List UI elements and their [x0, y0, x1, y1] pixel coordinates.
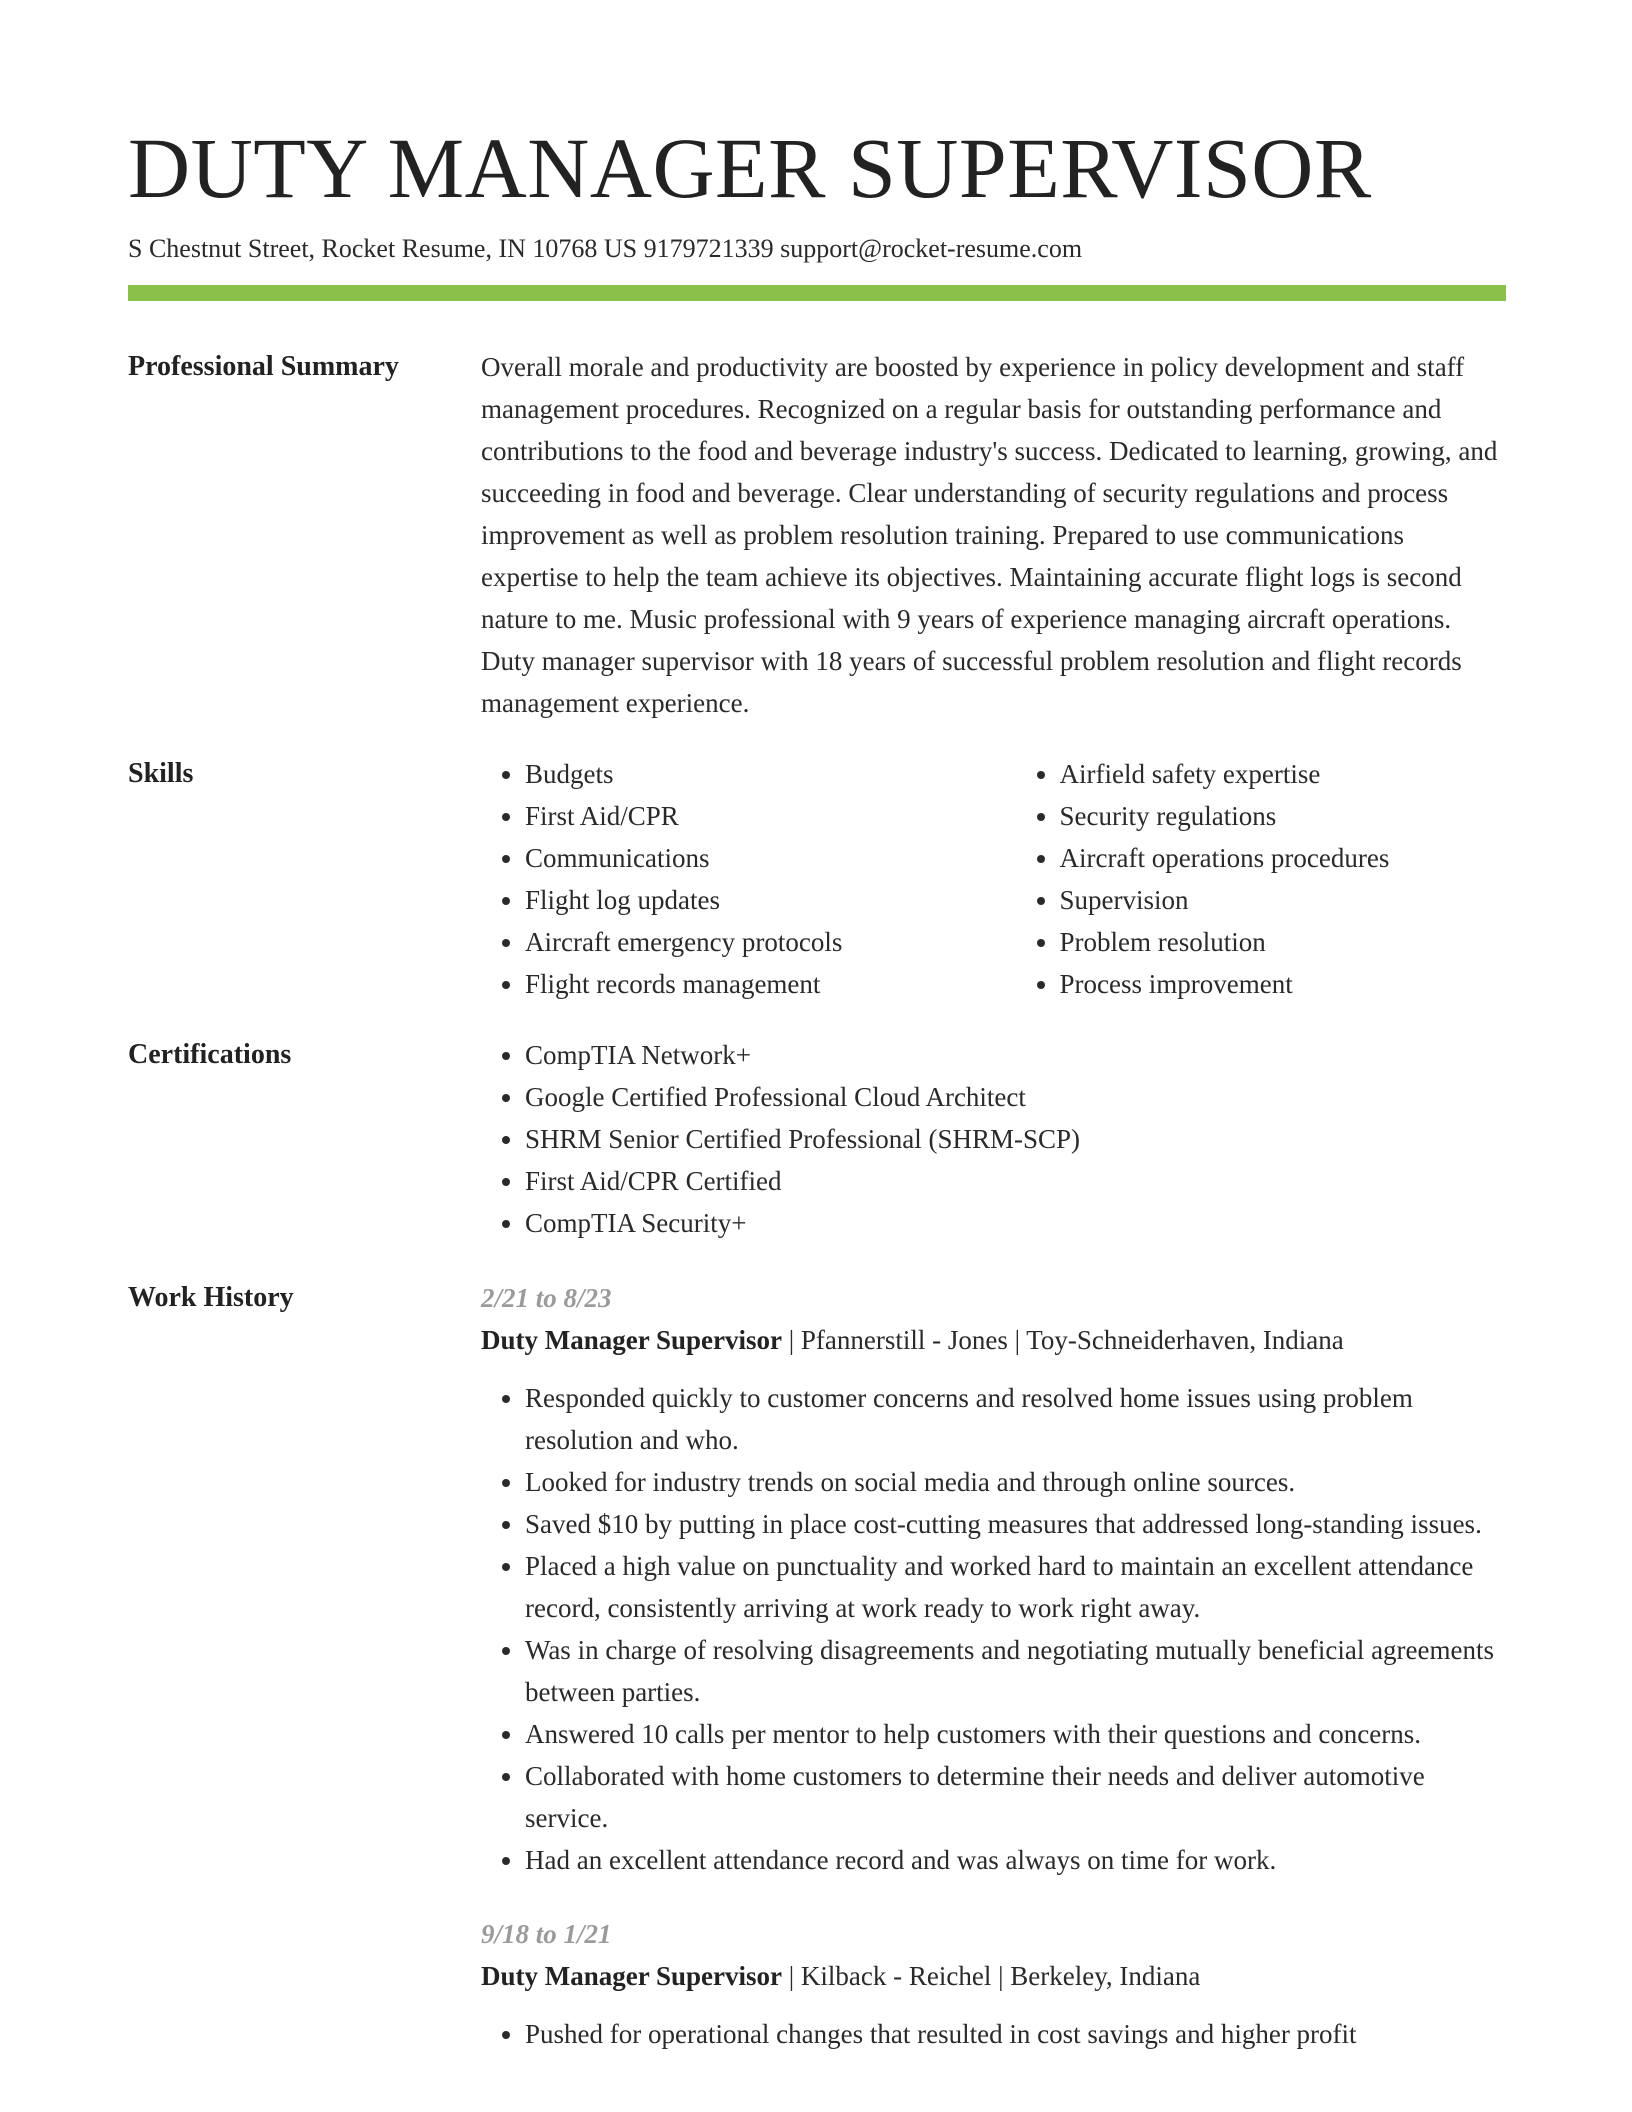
header-divider [128, 285, 1506, 301]
job-duty-item: • Looked for industry trends on social media and through online sources. [525, 1461, 1506, 1503]
work-history-body [481, 1277, 1506, 2087]
job-duty-item: • Was in charge of resolving disagreements and negotiating mutually beneficial agreements between parties. [525, 1629, 1506, 1713]
job-entry [481, 1277, 1506, 1881]
resume-name: DUTY MANAGER SUPERVISOR [128, 120, 1372, 216]
job-dates: 9/18 to 1/21 [481, 1919, 612, 1949]
skills-heading: Skills [128, 758, 194, 789]
job-duties-list [481, 2013, 1506, 2055]
job-employer-location: | Kilback - Reichel | Berkeley, Indiana [782, 1961, 1201, 1991]
certification-item: • First Aid/CPR Certified [525, 1160, 1506, 1202]
work-history-heading: Work History [128, 1282, 294, 1313]
skills-body [481, 753, 1506, 1005]
skill-item: • Security regulations [1060, 795, 1507, 837]
certification-item: • Google Certified Professional Cloud Architect [525, 1076, 1506, 1118]
skills-columns [481, 753, 1506, 1005]
skill-item: • Budgets [525, 753, 972, 795]
certifications-heading: Certifications [128, 1039, 292, 1070]
certification-item: • SHRM Senior Certified Professional (SHRM-SCP) [525, 1118, 1506, 1160]
job-duties-list [481, 1377, 1506, 1881]
certifications-list [481, 1034, 1506, 1244]
skill-item: • Flight records management [525, 963, 972, 1005]
job-duty-item: • Responded quickly to customer concerns and resolved home issues using problem resolution and who. [525, 1377, 1506, 1461]
skill-item: • Communications [525, 837, 972, 879]
skills-list-right [1016, 753, 1507, 1005]
job-title: Duty Manager Supervisor [481, 1325, 782, 1355]
job-employer-location: | Pfannerstill - Jones | Toy-Schneiderhaven, Indiana [782, 1325, 1344, 1355]
certification-item: • CompTIA Security+ [525, 1202, 1506, 1244]
job-title: Duty Manager Supervisor [481, 1961, 782, 1991]
certification-item: • CompTIA Network+ [525, 1034, 1506, 1076]
job-entry [481, 1913, 1506, 2055]
skill-item: • Flight log updates [525, 879, 972, 921]
skills-list-left [481, 753, 972, 1005]
skill-item: • Airfield safety expertise [1060, 753, 1507, 795]
job-duty-item: • Collaborated with home customers to determine their needs and deliver automotive service. [525, 1755, 1506, 1839]
skill-item: • Process improvement [1060, 963, 1507, 1005]
job-duty-item: • Pushed for operational changes that resulted in cost savings and higher profit [525, 2013, 1506, 2055]
summary-body [481, 346, 1506, 724]
certifications-body [481, 1034, 1506, 1244]
job-duty-item: • Saved $10 by putting in place cost-cutting measures that addressed long-standing issues. [525, 1503, 1506, 1545]
skill-item: • Supervision [1060, 879, 1507, 921]
contact-info: S Chestnut Street, Rocket Resume, IN 10768 US 9179721339 support@rocket-resume.com [128, 234, 1083, 263]
job-duty-item: • Answered 10 calls per mentor to help customers with their questions and concerns. [525, 1713, 1506, 1755]
skill-item: • Problem resolution [1060, 921, 1507, 963]
job-title-line [481, 1319, 1506, 1361]
skill-item: • Aircraft operations procedures [1060, 837, 1507, 879]
job-duty-item: • Placed a high value on punctuality and worked hard to maintain an excellent attendance record, consistently arriving at work ready to work right away. [525, 1545, 1506, 1629]
summary-heading: Professional Summary [128, 351, 399, 382]
job-duty-item: • Had an excellent attendance record and was always on time for work. [525, 1839, 1506, 1881]
job-title-line [481, 1955, 1506, 1997]
skill-item: • Aircraft emergency protocols [525, 921, 972, 963]
job-dates: 2/21 to 8/23 [481, 1283, 612, 1313]
skill-item: • First Aid/CPR [525, 795, 972, 837]
summary-text: Overall morale and productivity are boosted by experience in policy development and staff management procedures. Recognized on a regular basis for outstanding performance and contributions to the food and beverage industry's success. Dedicated to learning, growing, and succeeding in food and beverage. Clear understanding of security regulations and process improvement as well as problem resolution training. Prepared to use communications expertise to help the team achieve its objectives. Maintaining accurate flight logs is second nature to me. Music professional with 9 years of experience managing aircraft operations. Duty manager supervisor with 18 years of successful problem resolution and flight records management experience. [481, 352, 1498, 718]
